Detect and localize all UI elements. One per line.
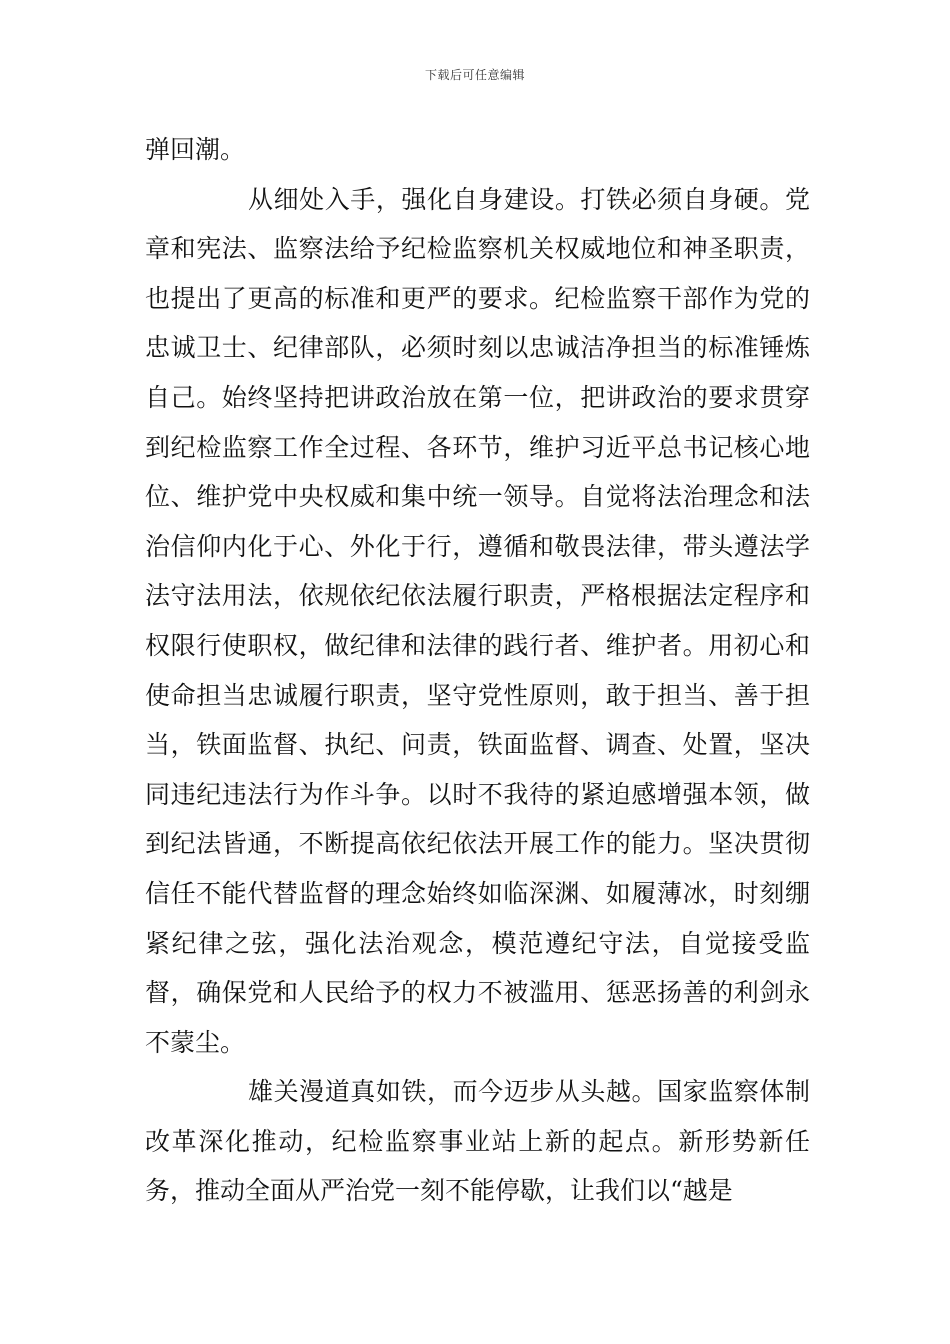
paragraph-new-start: 雄关漫道真如铁，而今迈步从头越。国家监察体制改革深化推动，纪检监察事业站上新的起点。新形势新任务，推动全面从严治党一刻不能停歇，让我们以“越是 xyxy=(145,1077,810,1206)
paragraph-continuation: 弹回潮。 xyxy=(145,135,246,164)
page-header-note: 下载后可任意编辑 xyxy=(424,68,525,82)
document-body xyxy=(145,125,810,1216)
paragraph-self-building: 从细处入手，强化自身建设。打铁必须自身硬。党章和宪法、监察法给予纪检监察机关权威地位和神圣职责，也提出了更高的标准和更严的要求。纪检监察干部作为党的忠诚卫士、纪律部队，必须时刻以忠诚洁净担当的标准锤炼自己。始终坚持把讲政治放在第一位，把讲政治的要求贯穿到纪检监察工作全过程、各环节，维护习近平总书记核心地位、维护党中央权威和集中统一领导。自觉将法治理念和法治信仰内化于心、外化于行，遵循和敬畏法律，带头遵法学法守法用法，依规依纪依法履行职责，严格根据法定程序和权限行使职权，做纪律和法律的践行者、维护者。用初心和使命担当忠诚履行职责，坚守党性原则，敢于担当、善于担当，铁面监督、执纪、问责，铁面监督、调查、处置，坚决同违纪违法行为作斗争。以时不我待的紧迫感增强本领，做到纪法皆通，不断提高依纪依法开展工作的能力。坚决贯彻信任不能代替监督的理念始终如临深渊、如履薄冰，时刻绷紧纪律之弦，强化法治观念，模范遵纪守法，自觉接受监督，确保党和人民给予的权力不被滥用、惩恶扬善的利剑永不蒙尘。 xyxy=(145,184,810,1057)
